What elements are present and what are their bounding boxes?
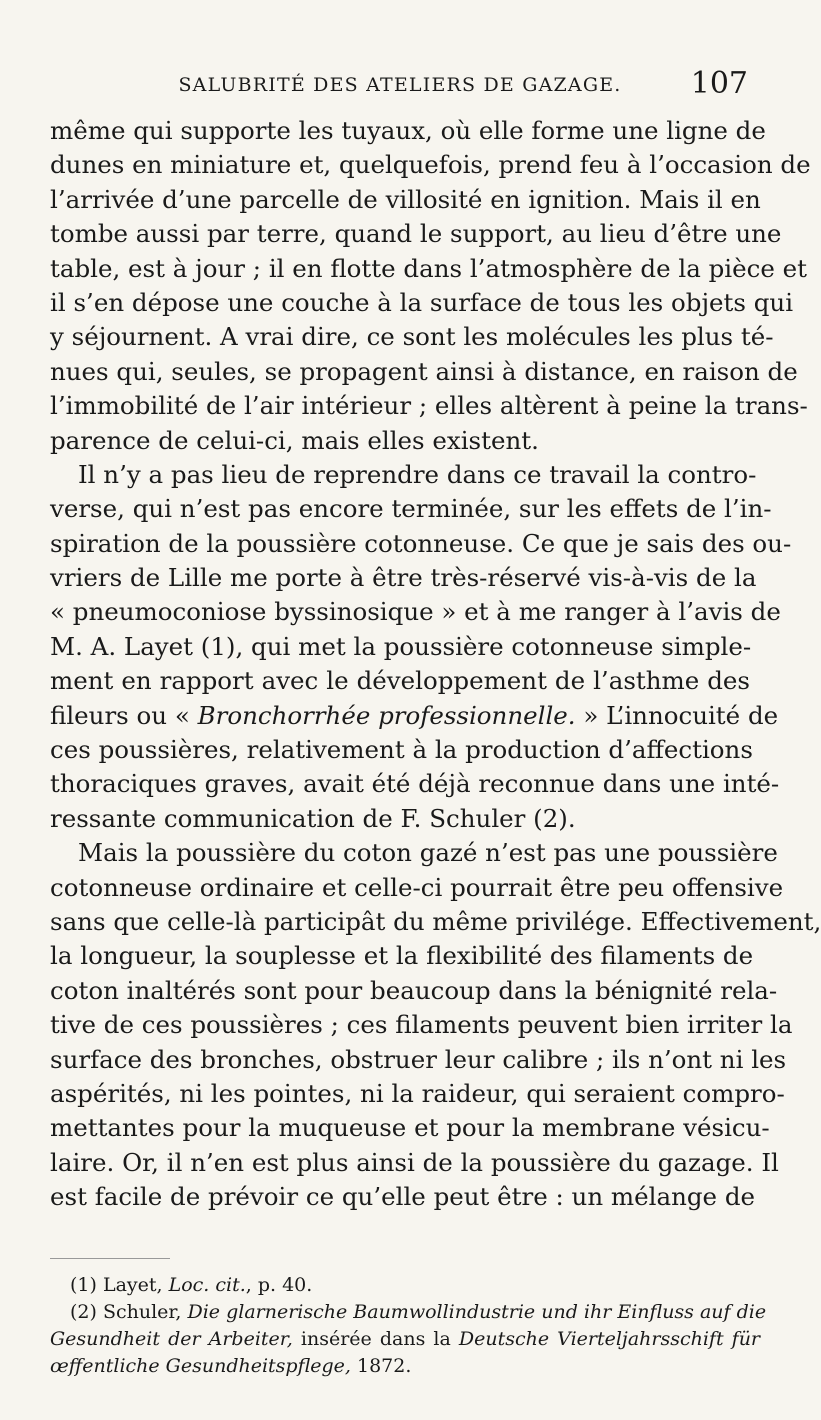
footnote-italic: Loc. cit. [168,1274,246,1296]
footnote-2-line-1 [50,1299,767,1326]
text-line: ment en rapport avec le développement de l’asthme des [50,666,750,696]
text-line: sans que celle-là participât du même privilége. Effectivement, [50,906,821,936]
text-segment: fileurs ou « [50,700,198,730]
footnote-text: , p. 40. [245,1274,313,1296]
paragraph-end-line: ressante communication de F. Schuler (2). [50,803,576,833]
text-line: M. A. Layet (1), qui met la poussière cotonneuse simple- [50,631,752,661]
footnote-italic: œffentliche Gesundheitspflege, [50,1355,351,1377]
text-line: coton inaltérés sont pour beaucoup dans la bénignité rela- [50,975,778,1005]
text-line: même qui supporte les tuyaux, où elle forme une ligne de [50,116,766,145]
text-line: verse, qui n’est pas encore terminée, sur les effets de l’in- [50,494,772,524]
text-line: table, est à jour ; il en flotte dans l’atmosphère de la pièce et [50,253,807,283]
text-line: spiration de la poussière cotonneuse. Ce que je sais des ou- [50,528,792,558]
text-line: cotonneuse ordinaire et celle-ci pourrait être peu offensive [50,872,784,902]
footnote-text: (1) Layet, [70,1274,169,1296]
text-line: y séjournent. A vrai dire, ce sont les molécules les plus té- [50,322,774,352]
text-line: tombe aussi par terre, quand le support, au lieu d’être une [50,219,782,249]
footnote-italic: Deutsche Vierteljahrsschift für [458,1328,761,1350]
footnote-2-line-2 [50,1326,760,1353]
body-text [50,114,821,1215]
italic-term: Bronchorrhée professionnelle. [197,700,576,730]
text-line: ces poussières, relativement à la production d’affections [50,735,753,765]
text-line: laire. Or, il n’en est plus ainsi de la poussière du gazage. Il [50,1147,779,1177]
footnote-text: insérée dans la [292,1328,459,1350]
footnote-text: 1872. [350,1355,412,1377]
paragraph-start-line: Mais la poussière du coton gazé n’est pas une poussière [78,838,778,868]
text-line: il s’en dépose une couche à la surface de tous les objets qui [50,287,794,317]
text-line: vriers de Lille me porte à être très-réservé vis-à-vis de la [50,563,757,593]
footnote-divider [50,1258,170,1259]
text-line: l’immobilité de l’air intérieur ; elles altèrent à peine la trans- [50,391,808,421]
text-line: surface des bronches, obstruer leur calibre ; ils n’ont ni les [50,1044,787,1074]
text-line: mettantes pour la muqueuse et pour la membrane vésicu- [50,1113,770,1143]
footnote-1 [50,1272,760,1299]
text-line-italic-citation [50,699,779,733]
text-line: nues qui, seules, se propagent ainsi à distance, en raison de [50,356,798,386]
text-segment: » L’innocuité de [575,700,779,730]
footnote-2-line-3 [50,1353,760,1380]
running-title: SALUBRITÉ DES ATELIERS DE GAZAGE. [178,74,622,96]
running-head [50,66,750,106]
text-line: aspérités, ni les pointes, ni la raideur, qui seraient compro- [50,1078,785,1108]
paragraph-start-line: Il n’y a pas lieu de reprendre dans ce travail la contro- [78,459,757,489]
text-line: la longueur, la souplesse et la flexibilité des filaments de [50,941,754,971]
text-line: l’arrivée d’une parcelle de villosité en ignition. Mais il en [50,184,761,214]
paragraph-end-line: parence de celui-ci, mais elles existent. [50,425,539,455]
text-line: est facile de prévoir ce qu’elle peut être : un mélange de [50,1182,755,1212]
text-line: dunes en miniature et, quelquefois, prend feu à l’occasion de [50,150,811,180]
page-number: 107 [690,66,748,101]
text-line: tive de ces poussières ; ces filaments peuvent bien irriter la [50,1010,793,1040]
footnotes [50,1272,767,1380]
footnote-text: (2) Schuler, [70,1301,188,1323]
footnote-italic: Gesundheit der Arbeiter, [50,1328,293,1350]
footnote-italic: Die glarnerische Baumwollindustrie und ihr Einfluss auf die [187,1301,767,1323]
text-line: « pneumoconiose byssinosique » et à me ranger à l’avis de [50,597,781,627]
text-line: thoraciques graves, avait été déjà reconnue dans une inté- [50,769,780,799]
